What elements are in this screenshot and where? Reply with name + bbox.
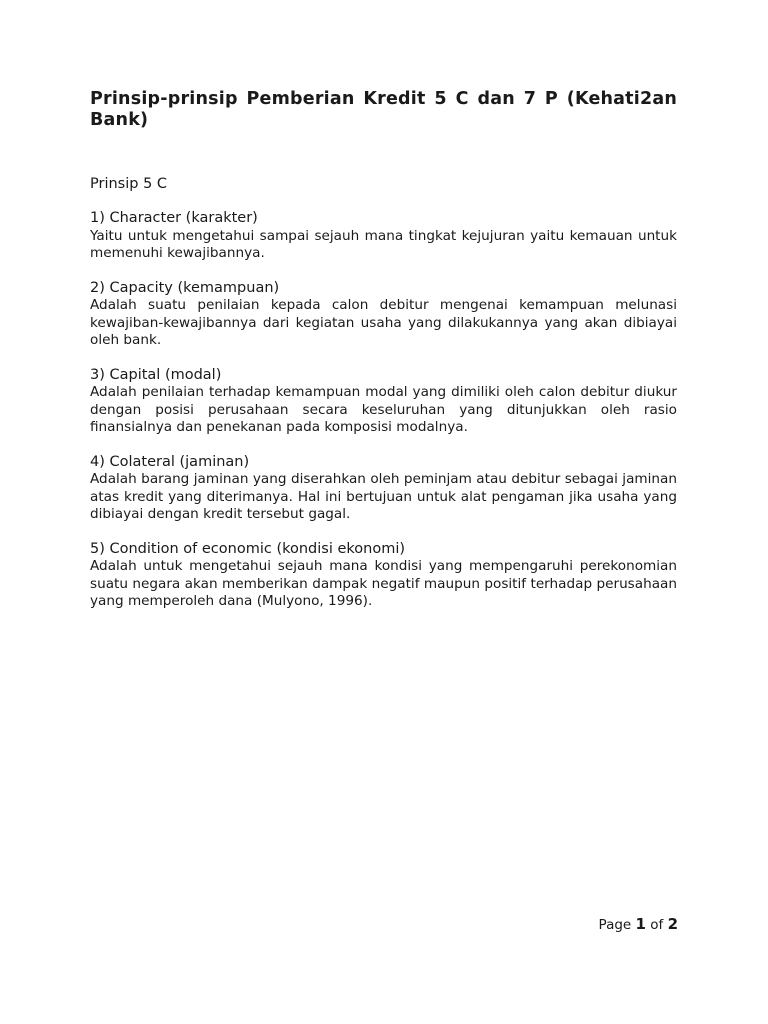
total-pages: 2 — [667, 915, 678, 933]
page-label: Page — [598, 917, 632, 933]
section-character — [90, 210, 677, 263]
section-heading: 3) Capital (modal) — [90, 366, 222, 383]
section-body: Adalah barang jaminan yang diserahkan oleh peminjam atau debitur sebagai jaminan atas kredit yang diterimanya. Hal ini bertujuan untuk alat pengaman jika usaha yang dibiayai dengan kredit tersebut gagal. — [90, 471, 677, 522]
section-capacity — [90, 280, 677, 350]
section-condition — [90, 541, 677, 611]
section-heading: 1) Character (karakter) — [90, 210, 258, 226]
section-heading: 2) Capacity (kemampuan) — [90, 279, 280, 296]
section-body: Adalah penilaian terhadap kemampuan modal yang dimiliki oleh calon debitur diukur dengan posisi perusahaan secara keseluruhan yang ditunjukkan oleh rasio finansialnya dan penekanan pada komposisi modalnya. — [90, 384, 677, 435]
page-number — [599, 915, 678, 934]
document-subtitle: Prinsip 5 C — [90, 176, 168, 192]
document-title: Prinsip-prinsip Pemberian Kredit 5 C dan 7 P (Kehati2an Bank) — [90, 89, 677, 130]
section-body: Adalah suatu penilaian kepada calon debitur mengenai kemampuan melunasi kewajiban-kewajibannya dari kegiatan usaha yang dilakukannya yang akan dibiayai oleh bank. — [90, 297, 677, 348]
section-body: Yaitu untuk mengetahui sampai sejauh mana tingkat kejujuran yaitu kemauan untuk memenuhi kewajibannya. — [90, 227, 677, 261]
document-page — [90, 89, 677, 611]
current-page: 1 — [635, 915, 646, 933]
section-body: Adalah untuk mengetahui sejauh mana kondisi yang mempengaruhi perekonomian suatu negara akan memberikan dampak negatif maupun positif terhadap perusahaan yang memperoleh dana (Mulyono, 1996). — [90, 558, 677, 609]
section-capital — [90, 367, 677, 437]
section-heading: 5) Condition of economic (kondisi ekonomi) — [90, 540, 406, 557]
section-colateral — [90, 454, 677, 524]
of-label: of — [650, 917, 664, 933]
section-heading: 4) Colateral (jaminan) — [90, 453, 250, 470]
